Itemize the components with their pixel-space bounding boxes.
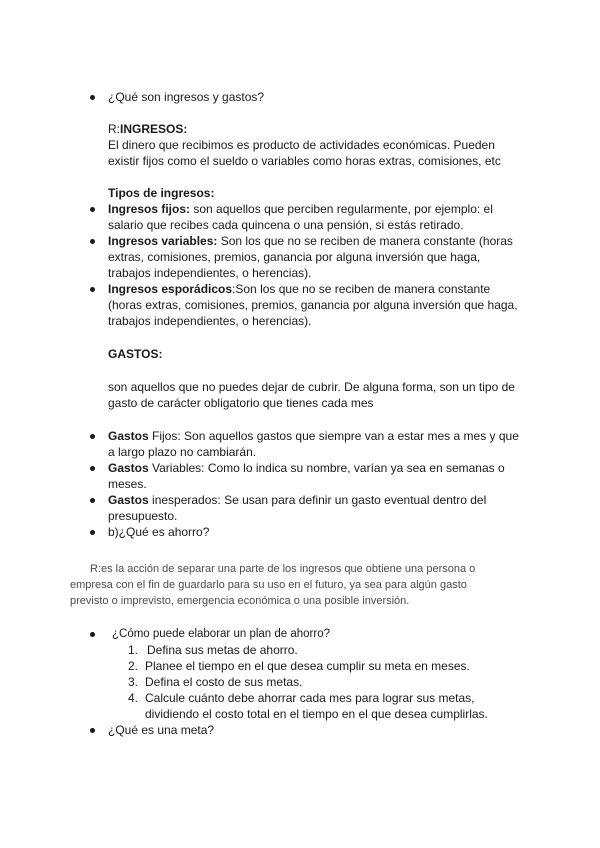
gasto-item-line: meses. [108,477,147,491]
tipo-text: Son los que no se reciben de manera constante (horas [217,234,513,248]
gasto-term: Gastos [108,461,149,475]
bullet-icon [90,239,95,244]
gasto-text: Variables: Como lo indica su nombre, varían ya sea en semanas o [148,461,505,475]
bullet-icon [90,728,95,733]
ingresos-heading [108,121,187,137]
tipo-text: son aquellos que perciben regularmente, por ejemplo: el [190,202,493,216]
bullet-icon [90,466,95,471]
gasto-item-fijos [108,428,519,444]
answer-prefix: R: [108,122,120,136]
ahorro-answer-line: R:es la acción de separar una parte de los ingresos que obtiene una persona o [90,563,476,575]
question-plan-ahorro: ¿Cómo puede elaborar un plan de ahorro? [112,628,331,640]
ahorro-answer-line: empresa con el fin de guardarlo para su uso en el futuro, ya sea para algún gasto [70,579,467,591]
tipo-item-esporadicos [108,281,490,297]
bullet-icon [90,95,95,100]
gasto-item-variables [108,460,505,476]
tipo-item-line: (horas extras, comisiones, premios, ganancia por alguna inversión que haga, [108,298,518,312]
gastos-definition-line: gasto de carácter obligatorio que tienes cada mes [108,396,374,410]
plan-step: Calcule cuánto debe ahorrar cada mes para lograr sus metas, [145,691,475,705]
question-ahorro: b)¿Qué es ahorro? [108,525,210,539]
gasto-item-inesperados [108,492,486,508]
gastos-definition-line: son aquellos que no puedes dejar de cubrir. De alguna forma, son un tipo de [108,380,515,394]
gasto-text: inesperados: Se usan para definir un gasto eventual dentro del [148,493,487,507]
question-meta: ¿Qué es una meta? [108,723,215,737]
bullet-icon [90,530,95,535]
bullet-icon [90,632,95,637]
gasto-term: Gastos [108,429,149,443]
tipo-item-line: trabajos independientes, o herencias). [108,266,312,280]
gasto-term: Gastos [108,493,149,507]
bullet-icon [90,434,95,439]
gastos-heading [108,346,162,362]
question-ingresos-gastos: ¿Qué son ingresos y gastos? [108,90,265,104]
tipos-heading [108,185,214,201]
bullet-icon [90,498,95,503]
gasto-item-line: a largo plazo no cambiarán. [108,445,257,459]
tipo-item-line: trabajos independientes, o herencias). [108,314,312,328]
tipo-term: Ingresos fijos: [108,202,191,216]
bullet-icon [90,287,95,292]
step-number: 3. [128,675,139,689]
plan-step: Defina sus metas de ahorro. [147,643,298,657]
gasto-item-line: presupuesto. [108,509,178,523]
step-number: 2. [128,659,139,673]
bullet-icon [90,207,95,212]
tipo-term: Ingresos variables: [108,234,218,248]
tipos-heading-text: Tipos de ingresos: [108,186,215,200]
ingresos-definition-line: El dinero que recibimos es producto de actividades económicas. Pueden [108,138,495,152]
step-number: 1. [128,643,139,657]
ingresos-title: INGRESOS: [120,122,188,136]
plan-step-continuation: dividiendo el costo total en el tiempo en el que desea cumplirlas. [145,707,488,721]
tipo-item-line: extras, comisiones, premios, ganancia por alguna inversión que haga, [108,250,481,264]
tipo-item-variables [108,233,513,249]
tipo-text: :Son los que no se reciben de manera constante [232,282,491,296]
tipo-term: Ingresos esporádicos [108,282,233,296]
tipo-item-line: salario que recibes cada quincena o una pensión, si estás retirado. [108,218,464,232]
plan-step: Defina el costo de sus metas. [145,675,303,689]
plan-step: Planee el tiempo en el que desea cumplir su meta en meses. [145,659,470,673]
ahorro-answer-line: previsto o imprevisto, emergencia económica o una posible inversión. [70,595,410,607]
tipo-item-fijos [108,201,493,217]
ingresos-definition-line: existir fijos como el sueldo o variables como horas extras, comisiones, etc [108,154,501,168]
step-number: 4. [128,691,139,705]
gasto-text: Fijos: Son aquellos gastos que siempre van a estar mes a mes y que [148,429,519,443]
gastos-title: GASTOS: [108,347,163,361]
